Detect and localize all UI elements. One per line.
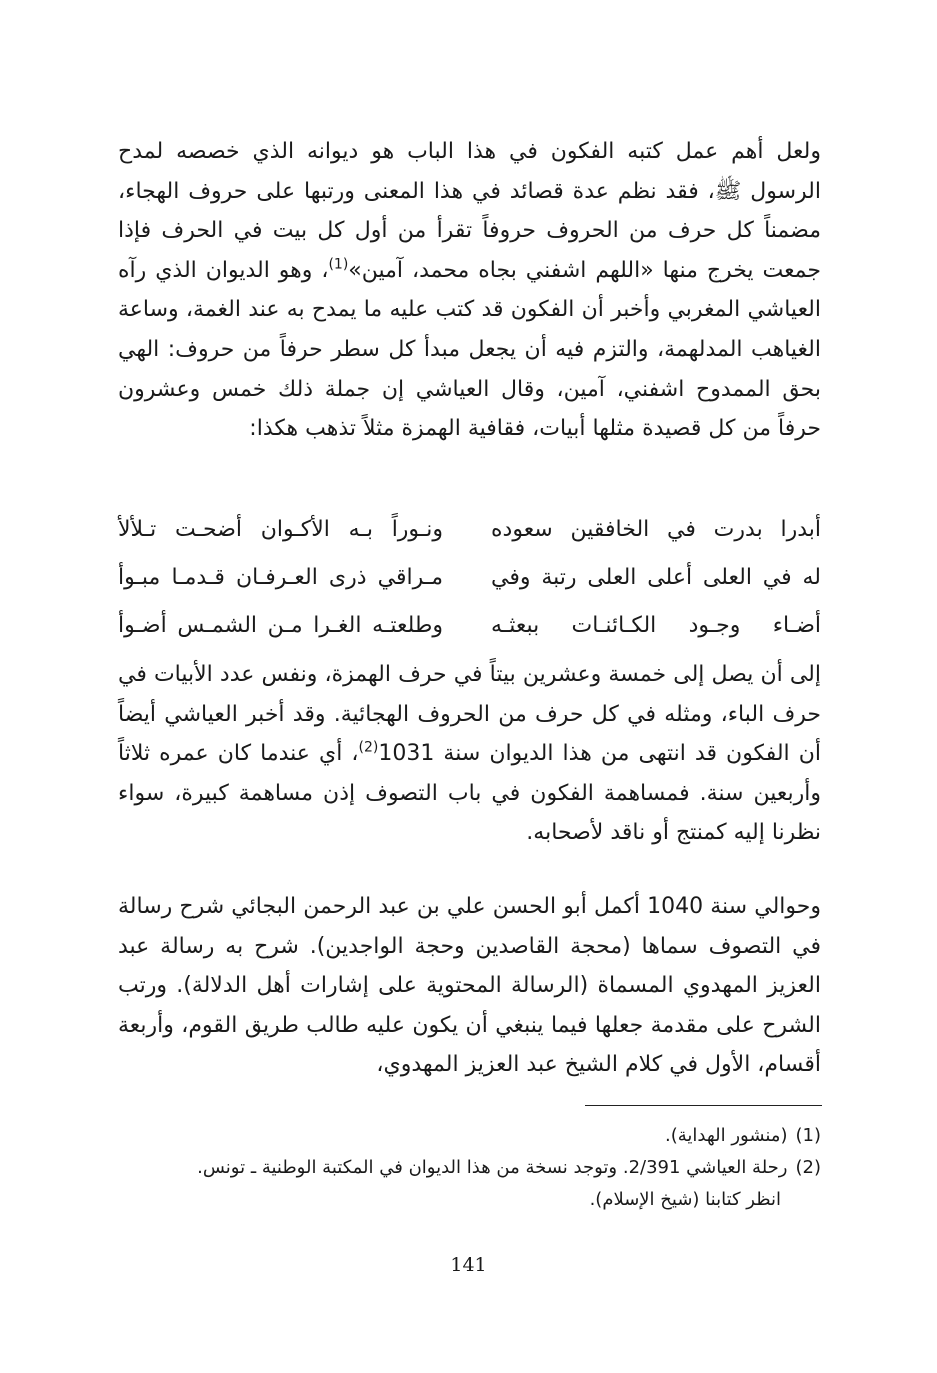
footnote-ref-2: (2) bbox=[358, 739, 379, 756]
paragraph-2 bbox=[118, 655, 821, 853]
poem-verse bbox=[118, 510, 821, 550]
paragraph-3-text: وحوالي سنة 1040 أكمل أبو الحسن علي بن عبد الرحمن البجائي شرح رسالة في التصوف سماها (محجة القاصدين وحجة الواجدين). شرح به رسالة عبد العزيز المهدوي المسماة (الرسالة المحتوية على إشارات أهل الدلالة). ورتب الشرح على مقدمة جعلها فيما ينبغي أن يكون عليه طالب طريق القوم، وأربعة أقسام، الأول في كلام الشيخ عبد العزيز المهدوي، bbox=[118, 894, 821, 1078]
paragraph-1-text-after: ، وهو الديوان الذي رآه العياشي المغربي وأخبر أن الفكون قد كتب عليه ما يمدح به عند الغمة، وساعة الغياهب المدلهمة، والتزم فيه أن يجعل مبدأ كل سطر حرفاً من حروف: الهي بحق الممدوح اشفني، آمين، وقال العياشي إن جملة ذلك خمس وعشرون حرفاً من كل قصيدة مثلها أبيات، فقافية الهمزة مثلاً تذهب هكذا: bbox=[118, 257, 821, 442]
footnote-1 bbox=[118, 1120, 821, 1152]
footnote-text: (منشور الهداية). bbox=[664, 1125, 788, 1146]
verse-first-hemistich: أبدرا بدرت في الخافقين سعوده bbox=[491, 517, 821, 542]
footnote-ref-1: (1) bbox=[328, 256, 349, 273]
footnote-2 bbox=[118, 1152, 821, 1216]
footnote-text-continued: انظر كتابنا (شيخ الإسلام). bbox=[589, 1189, 781, 1210]
footnotes bbox=[118, 1120, 821, 1216]
footnote-text: رحلة العياشي 2/391. وتوجد نسخة من هذا الديوان في المكتبة الوطنية ـ تونس. bbox=[197, 1157, 788, 1178]
verse-second-hemistich: ونـوراً بـه الأكـوان أضحـت تـلألأ bbox=[118, 517, 443, 542]
paragraph-2-text-after: ، أي عندما كان عمره ثلاثاً وأربعين سنة. فمساهمة الفكون في باب التصوف إذن مساهمة كبيرة، سواء نظرنا إليه كمنتج أو ناقد لأصحابه. bbox=[118, 741, 821, 846]
footnote-separator bbox=[585, 1105, 822, 1106]
paragraph-2-text: إلى أن يصل إلى خمسة وعشرين بيتاً في حرف الهمزة، ونفس عدد الأبيات في حرف الباء، ومثله في كل حرف من الحروف الهجائية. وقد أخبر العياشي أيضاً أن الفكون قد انتهى من هذا الديوان سنة 1031 bbox=[118, 662, 821, 767]
verse-first-hemistich: أضـاء وجـود الكـائنـات ببعثـه bbox=[491, 613, 821, 638]
paragraph-3 bbox=[118, 887, 821, 1085]
verse-second-hemistich: وطلعتـه الغـرا مـن الشمـس أضـوأ bbox=[118, 613, 443, 638]
paragraph-1 bbox=[118, 132, 821, 449]
verse-first-hemistich: له في العلى أعلى العلى رتبة وفي bbox=[491, 565, 821, 590]
page-number: 141 bbox=[450, 1254, 487, 1276]
footnote-number: (1) bbox=[795, 1125, 821, 1146]
poem-verse bbox=[118, 558, 821, 598]
paragraph-1-text: ولعل أهم عمل كتبه الفكون في هذا الباب هو ديوانه الذي خصصه لمدح الرسول ﷺ، فقد نظم عدة قصائد في هذا المعنى ورتبها على حروف الهجاء، مضمناً كل حرف من الحروف حروفاً تقرأ من أول كل بيت في الحرف فإذا جمعت يخرج منها «اللهم اشفني بجاه محمد، آمين» bbox=[118, 139, 821, 283]
poem-verse bbox=[118, 606, 821, 646]
verse-second-hemistich: مـراقي ذرى العـرفـان قـدمـا مبـوأ bbox=[118, 565, 443, 590]
footnote-number: (2) bbox=[795, 1157, 821, 1178]
